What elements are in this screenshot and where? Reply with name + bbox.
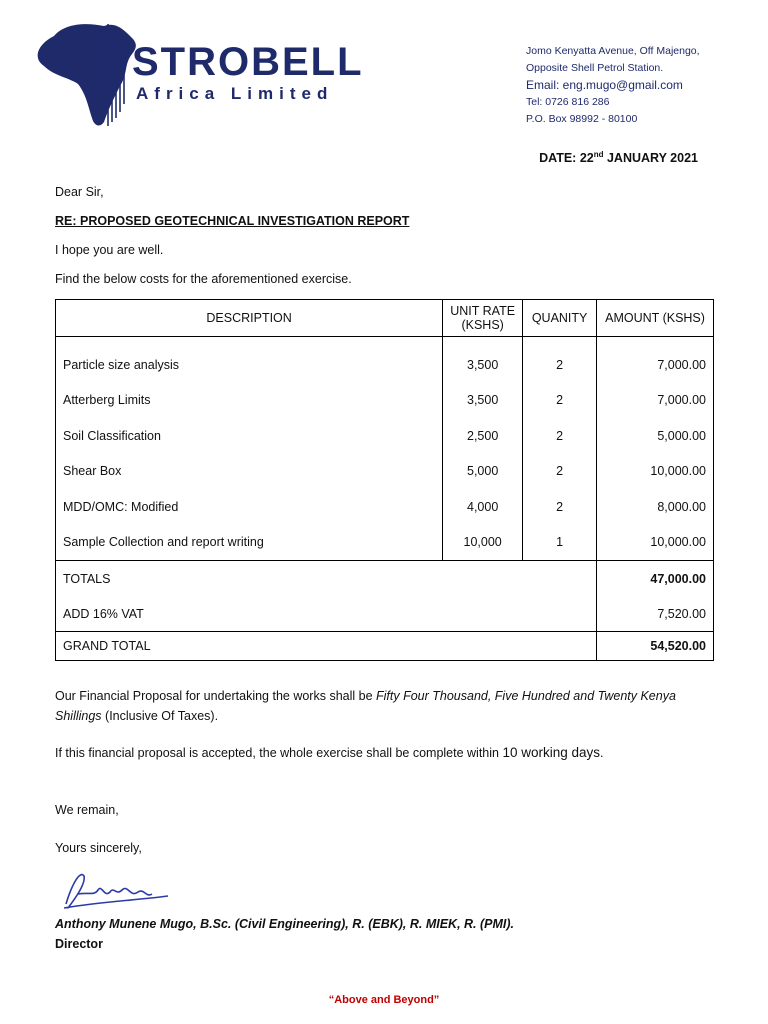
grand-total-row bbox=[56, 632, 714, 661]
salutation: Dear Sir, bbox=[55, 185, 104, 199]
telephone: Tel: 0726 816 286 bbox=[526, 96, 610, 108]
letter-date: DATE: 22nd JANUARY 2021 bbox=[539, 150, 698, 166]
po-box: P.O. Box 98992 - 80100 bbox=[526, 113, 638, 125]
contact-block bbox=[526, 43, 700, 128]
footer-motto: “Above and Beyond” bbox=[328, 994, 440, 1006]
proposal-paragraph: Our Financial Proposal for undertaking the works shall be Fifty Four Thousand, Five Hundred and Twenty Kenya Shillings (Inclusive Of Taxes). bbox=[55, 689, 676, 723]
table-row bbox=[56, 454, 714, 490]
row-amount: 10,000.00 bbox=[597, 525, 714, 561]
address-line-2: Opposite Shell Petrol Station. bbox=[526, 62, 664, 74]
re-line: RE: PROPOSED GEOTECHNICAL INVESTIGATION REPORT bbox=[55, 214, 410, 228]
row-rate: 4,000 bbox=[443, 489, 523, 525]
row-amount: 5,000.00 bbox=[597, 418, 714, 454]
row-quantity: 2 bbox=[523, 489, 597, 525]
row-amount: 8,000.00 bbox=[597, 489, 714, 525]
vat-row bbox=[56, 596, 714, 632]
company-name: STROBELL bbox=[132, 40, 364, 84]
table-row bbox=[56, 525, 714, 561]
africa-map-shape bbox=[38, 24, 136, 125]
signatory-title: Director bbox=[55, 937, 103, 951]
signatory-name: Anthony Munene Mugo, B.Sc. (Civil Engineering), R. (EBK), R. MIEK, R. (PMI). bbox=[55, 917, 515, 931]
row-description: Sample Collection and report writing bbox=[56, 525, 443, 561]
header-amount: AMOUNT (KSHS) bbox=[597, 300, 714, 337]
cost-table bbox=[55, 299, 714, 661]
row-description: Shear Box bbox=[56, 454, 443, 490]
table-header-row bbox=[56, 300, 714, 337]
intro-text: Find the below costs for the aforementioned exercise. bbox=[55, 272, 352, 286]
we-remain: We remain, bbox=[55, 803, 119, 817]
brand-block bbox=[132, 42, 364, 104]
table-row bbox=[56, 489, 714, 525]
vat-label: ADD 16% VAT bbox=[56, 596, 597, 632]
row-quantity: 2 bbox=[523, 337, 597, 383]
row-quantity: 1 bbox=[523, 525, 597, 561]
row-rate: 3,500 bbox=[443, 337, 523, 383]
company-subtitle: Africa Limited bbox=[136, 84, 334, 103]
table-row bbox=[56, 337, 714, 383]
greeting: I hope you are well. bbox=[55, 243, 164, 257]
acceptance-paragraph: If this financial proposal is accepted, the whole exercise shall be complete within 10 working days. bbox=[55, 745, 604, 760]
row-rate: 5,000 bbox=[443, 454, 523, 490]
row-quantity: 2 bbox=[523, 418, 597, 454]
row-rate: 2,500 bbox=[443, 418, 523, 454]
row-amount: 7,000.00 bbox=[597, 337, 714, 383]
row-description: MDD/OMC: Modified bbox=[56, 489, 443, 525]
totals-row bbox=[56, 561, 714, 597]
row-description: Particle size analysis bbox=[56, 337, 443, 383]
row-rate: 3,500 bbox=[443, 383, 523, 419]
totals-label: TOTALS bbox=[56, 561, 597, 597]
email: Email: eng.mugo@gmail.com bbox=[526, 78, 683, 92]
totals-value: 47,000.00 bbox=[597, 561, 714, 597]
table-row bbox=[56, 383, 714, 419]
row-amount: 7,000.00 bbox=[597, 383, 714, 419]
address-line-1: Jomo Kenyatta Avenue, Off Majengo, bbox=[526, 45, 700, 57]
header-quantity: QUANITY bbox=[523, 300, 597, 337]
vat-value: 7,520.00 bbox=[597, 596, 714, 632]
row-quantity: 2 bbox=[523, 454, 597, 490]
row-rate: 10,000 bbox=[443, 525, 523, 561]
table-row bbox=[56, 418, 714, 454]
grand-total-label: GRAND TOTAL bbox=[56, 632, 597, 661]
yours-sincerely: Yours sincerely, bbox=[55, 841, 142, 855]
grand-total-value: 54,520.00 bbox=[597, 632, 714, 661]
row-quantity: 2 bbox=[523, 383, 597, 419]
signature bbox=[58, 864, 178, 918]
row-description: Soil Classification bbox=[56, 418, 443, 454]
header-unit-rate: UNIT RATE (KSHS) bbox=[443, 300, 523, 337]
row-amount: 10,000.00 bbox=[597, 454, 714, 490]
row-description: Atterberg Limits bbox=[56, 383, 443, 419]
header-description: DESCRIPTION bbox=[56, 300, 443, 337]
